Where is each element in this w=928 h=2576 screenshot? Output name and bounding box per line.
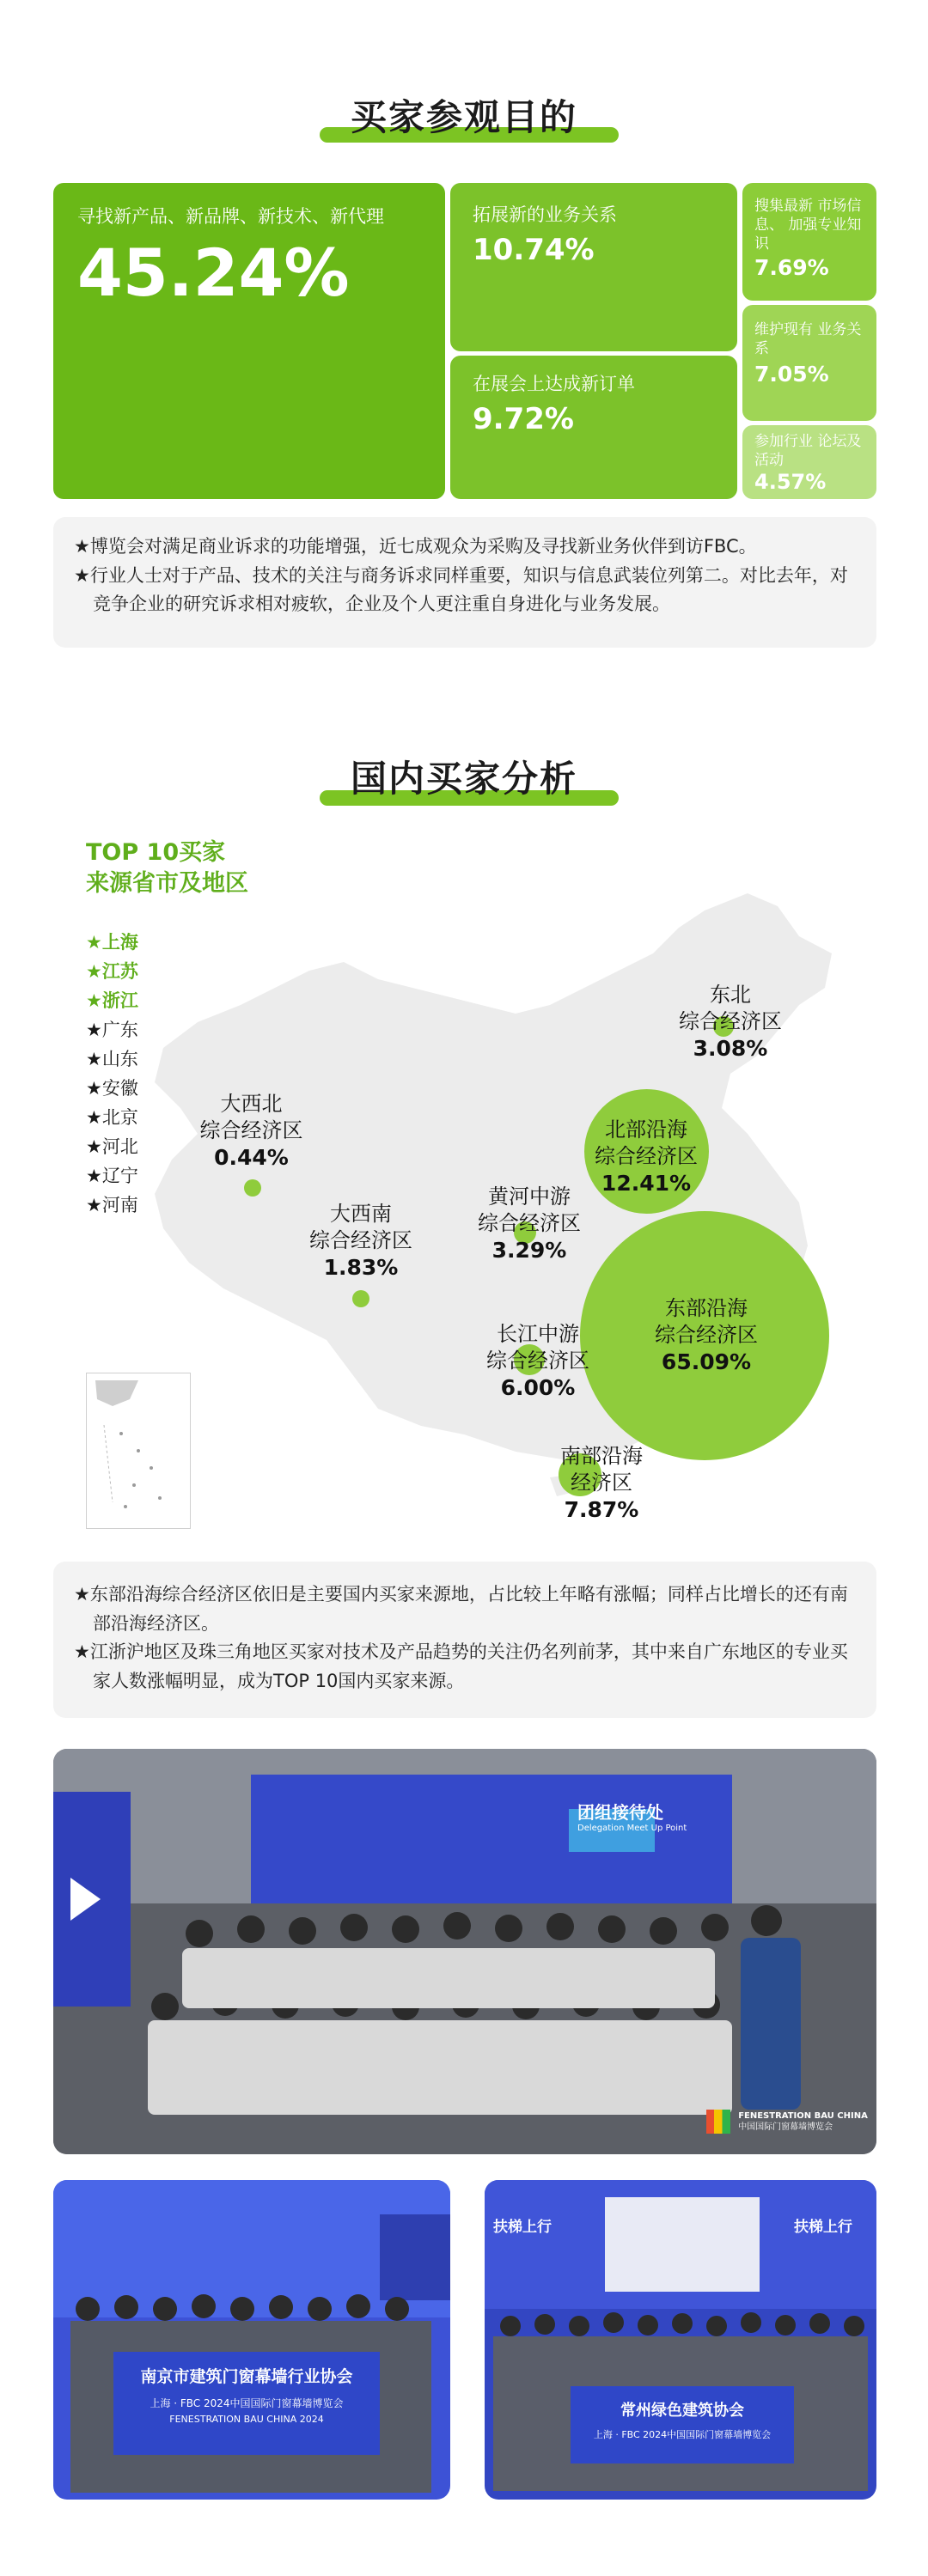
tile-new-products: [53, 183, 445, 499]
region-name: 综合经济区: [595, 1144, 698, 1169]
section-title-domestic: 国内买家分析: [350, 758, 577, 800]
escalator-sign-left: 扶梯上行: [493, 2219, 552, 2236]
province-item: ★山东: [86, 1049, 138, 1069]
purpose-notes: [53, 517, 876, 648]
province-item: ★上海: [86, 932, 138, 953]
region-value: 3.08%: [693, 1036, 768, 1062]
delegation-sign: [577, 1799, 687, 1833]
fbc-logo-en: FENESTRATION BAU CHINA: [738, 2111, 868, 2121]
tile-value: 7.69%: [754, 255, 829, 281]
bubble-northwest: [244, 1179, 261, 1197]
region-value: 65.09%: [661, 1349, 752, 1375]
inset-islands: [87, 1373, 190, 1528]
province-item: ★浙江: [86, 990, 138, 1011]
region-value: 1.83%: [323, 1255, 399, 1281]
region-name: 综合经济区: [679, 1009, 782, 1034]
tile-value: 45.24%: [77, 234, 350, 312]
region-southwest: [284, 1201, 438, 1282]
note-line: ★江浙沪地区及珠三角地区买家对技术及产品趋势的关注仍名列前茅，其中来自广东地区的专业买家人数涨幅明显，成为TOP 10国内买家来源。: [74, 1641, 848, 1691]
region-value: 12.41%: [601, 1171, 692, 1197]
nanjing-banner-subtitle: 上海 · FBC 2024中国国际门窗幕墙博览会: [150, 2397, 344, 2409]
tile-label: 在展会上达成新订单: [473, 374, 635, 394]
province-item: ★河北: [86, 1136, 138, 1157]
region-name: 东部沿海: [665, 1296, 748, 1320]
delegation-sign-title: 团组接待处: [577, 1802, 663, 1823]
region-name: 北部沿海: [605, 1117, 687, 1142]
tile-label: 维护现有 业务关系: [754, 321, 862, 358]
south-china-sea-inset: [86, 1373, 191, 1529]
tile-value: 9.72%: [473, 402, 574, 437]
bubble-southwest: [352, 1290, 369, 1307]
region-name: 经济区: [571, 1471, 632, 1495]
nanjing-banner: [113, 2352, 380, 2455]
region-name: 大西南: [330, 1202, 392, 1226]
photo-changzhou-association: [485, 2180, 876, 2500]
region-name: 东北: [710, 983, 751, 1007]
region-value: 3.29%: [491, 1238, 567, 1264]
section-title-purpose: 买家参观目的: [350, 96, 577, 138]
region-northwest: [172, 1091, 331, 1172]
changzhou-banner-subtitle: 上海 · FBC 2024中国国际门窗幕墙博览会: [593, 2429, 772, 2440]
photo-scene: [53, 1749, 876, 2154]
province-item: ★广东: [86, 1020, 138, 1040]
province-item: ★安徽: [86, 1078, 138, 1099]
tile-new-orders: [450, 356, 737, 499]
tile-forums: [742, 425, 876, 499]
region-value: 6.00%: [500, 1375, 576, 1401]
photo-nanjing-association: [53, 2180, 450, 2500]
fbc-logo-cn: 中国国际门窗幕墙博览会: [738, 2122, 833, 2132]
region-name: 综合经济区: [309, 1228, 412, 1253]
changzhou-banner: [571, 2386, 794, 2463]
region-name: 综合经济区: [655, 1323, 758, 1348]
note-line: ★博览会对满足商业诉求的功能增强，近七成观众为采购及寻找新业务伙伴到访FBC。: [74, 536, 757, 557]
region-value: 0.44%: [214, 1145, 289, 1171]
domestic-notes: [53, 1562, 876, 1718]
nanjing-banner-title: 南京市建筑门窗幕墙行业协会: [140, 2367, 353, 2386]
tile-market-info: [742, 183, 876, 301]
region-yangtze: [461, 1321, 615, 1403]
region-value: 7.87%: [564, 1497, 639, 1523]
region-name: 综合经济区: [478, 1211, 581, 1236]
region-name: 综合经济区: [199, 1118, 303, 1143]
region-name: 南部沿海: [560, 1444, 643, 1468]
fbc-logo: [706, 2110, 868, 2134]
tile-value: 4.57%: [754, 470, 827, 495]
tile-maintain-relations: [742, 305, 876, 421]
photo-delegation-group: [53, 1749, 876, 2154]
region-name: 长江中游: [497, 1322, 579, 1346]
note-line: ★东部沿海综合经济区依旧是主要国内买家来源地，占比较上年略有涨幅；同样占比增长的还有南部沿海经济区。: [74, 1584, 848, 1634]
tile-label: 寻找新产品、新品牌、新技术、新代理: [77, 206, 384, 227]
changzhou-banner-title: 常州绿色建筑协会: [620, 2402, 744, 2420]
tile-new-business: [450, 183, 737, 351]
top10-title-line2: 来源省市及地区: [86, 870, 248, 898]
tile-label: 搜集最新 市场信息、 加强专业知识: [754, 198, 862, 253]
tile-label: 拓展新的业务关系: [473, 204, 617, 225]
region-yellow-river: [452, 1184, 607, 1265]
tile-label: 参加行业 论坛及活动: [754, 433, 862, 470]
tile-value: 7.05%: [754, 362, 829, 387]
province-item: ★江苏: [86, 961, 138, 982]
escalator-sign-right: 扶梯上行: [794, 2219, 852, 2236]
region-east-coast: [629, 1295, 784, 1377]
province-item: ★河南: [86, 1195, 138, 1215]
region-name: 综合经济区: [486, 1349, 589, 1373]
delegation-sign-subtitle: Delegation Meet Up Point: [577, 1824, 687, 1833]
region-name: 黄河中游: [488, 1184, 571, 1209]
note-line: ★行业人士对于产品、技术的关注与商务诉求同样重要，知识与信息武装位列第二。对比去年，对竞争企业的研究诉求相对疲软，企业及个人更注重自身进化与业务发展。: [74, 564, 848, 615]
top10-title-line1: TOP 10买家: [86, 839, 226, 866]
fbc-logo-icon: [706, 2110, 730, 2134]
region-south-coast: [524, 1443, 679, 1525]
region-name: 大西北: [220, 1092, 283, 1116]
province-item: ★北京: [86, 1107, 138, 1128]
province-item: ★辽宁: [86, 1166, 138, 1186]
tile-value: 10.74%: [473, 233, 595, 268]
region-northeast: [653, 982, 808, 1063]
nanjing-banner-en: FENESTRATION BAU CHINA 2024: [169, 2414, 324, 2425]
